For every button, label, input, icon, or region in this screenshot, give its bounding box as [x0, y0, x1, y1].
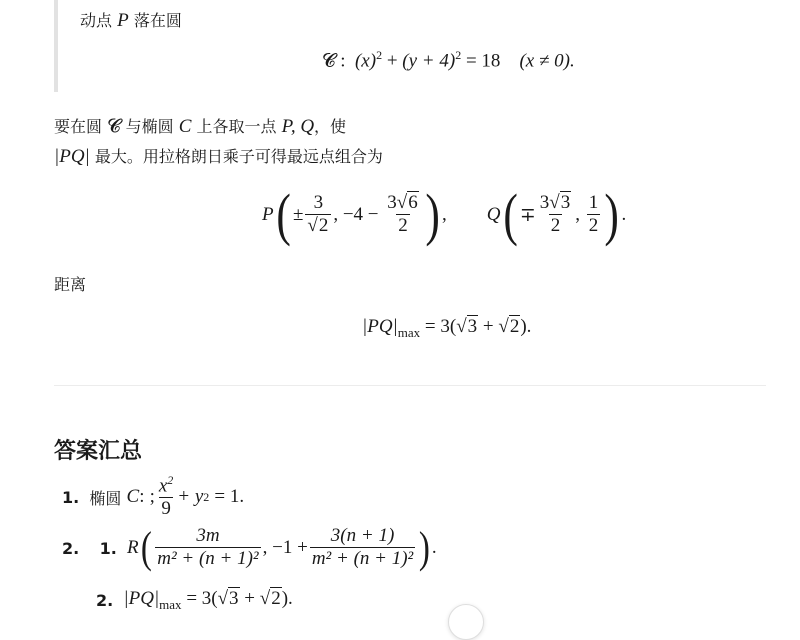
intro-prefix: 动点 [80, 11, 113, 30]
subscript: max [397, 324, 421, 340]
semicolon: ; [149, 486, 155, 508]
numerator: 1 [588, 192, 599, 214]
lhs: |PQ| [362, 316, 398, 337]
coef: 3 [387, 192, 397, 214]
intro-line [80, 8, 182, 32]
lhs: |PQ| [123, 588, 160, 609]
denominator: 2 [588, 215, 599, 236]
period: . [621, 204, 627, 225]
text: 上各取一点 [196, 117, 277, 136]
summary-item-1: 1. 椭圆 C : ; $\frac{x^2}{9}$ + y 2 = 1. [62, 473, 245, 520]
fraction [155, 526, 260, 570]
denominator: 2 [550, 215, 561, 236]
end: ). [520, 316, 532, 337]
farthest-points [262, 182, 627, 247]
paren: ) [604, 182, 620, 247]
denominator: m² + (n + 1)² [157, 548, 259, 569]
summary-item-2 [62, 523, 437, 572]
denominator: √2 [305, 214, 331, 237]
radicand: 2 [318, 215, 329, 236]
ellipse-var: C [126, 486, 140, 508]
radicand: 6 [408, 192, 418, 214]
numerator: 3 [313, 192, 324, 214]
x-term: (x) [354, 50, 377, 72]
rhs: = 18 [465, 50, 501, 72]
y-term: + y [177, 486, 204, 508]
paren: ( [140, 523, 152, 572]
summary-heading: 答案汇总 [54, 439, 143, 464]
period: . [431, 537, 437, 558]
rhs-prefix: = 3 [424, 316, 450, 337]
text: , −4 − [333, 204, 379, 225]
colon: : [139, 486, 145, 508]
radicand: 3 [467, 316, 478, 337]
coef: 3 [539, 192, 550, 214]
rhs: = 1. [214, 486, 245, 508]
comma: , [442, 204, 447, 225]
numerator: 3(n + 1) [330, 525, 395, 547]
condition: (x ≠ 0). [519, 50, 575, 72]
end: ). [281, 588, 293, 609]
var: x [158, 475, 168, 497]
fraction [305, 193, 331, 237]
minus-plus: ∓ [519, 204, 536, 226]
text: 最大。用拉格朗日乘子可得最远点组合为 [94, 147, 383, 166]
text: ，使 [314, 117, 347, 136]
plus-minus: ± [292, 204, 304, 225]
sub-item-number: 2. [96, 590, 114, 610]
point-q-label: Q [486, 204, 501, 225]
pq-vars: P, Q [281, 116, 315, 137]
radicand: 2 [271, 588, 281, 609]
ellipse-symbol: C [178, 116, 192, 137]
intro-var: P [117, 10, 129, 31]
paren: ) [419, 523, 431, 572]
pq-abs: |PQ| [54, 146, 90, 167]
distance-formula: $|PQ|_{max} = 3(√3 + √2)$. [362, 316, 532, 340]
text: 与椭圆 [125, 117, 174, 136]
intro-suffix: 落在圆 [133, 11, 182, 30]
denominator: 2 [398, 215, 408, 236]
sub-item-number: 1. [99, 538, 117, 558]
radicand: 3 [560, 192, 571, 214]
circle-symbol: 𝓒 [107, 116, 121, 137]
paragraph-2 [54, 144, 383, 168]
comma: , [575, 204, 580, 225]
fraction [385, 193, 420, 237]
plus: + [482, 316, 494, 337]
fraction [587, 193, 601, 237]
colon: : [340, 50, 346, 72]
blockquote-bar [54, 0, 58, 92]
radicand: 2 [509, 316, 520, 337]
point-r-label: R [126, 537, 139, 558]
numerator: 3m [196, 525, 220, 547]
paragraph-1 [54, 114, 346, 138]
scroll-to-bottom-button[interactable] [448, 604, 484, 640]
text: 要在圆 [54, 117, 103, 136]
denominator: m² + (n + 1)² [311, 548, 414, 569]
fraction [310, 526, 415, 570]
y-term: (y + 4) [402, 50, 456, 72]
denominator: 9 [161, 498, 171, 520]
numerator: $x^2$ [158, 473, 174, 497]
middle: , −1 + [262, 537, 308, 558]
item-number: 1. [62, 487, 80, 507]
rhs: = 3 [186, 588, 212, 609]
subscript: max [159, 596, 182, 612]
radicand: 3 [229, 588, 239, 609]
circle-symbol: 𝓒 [322, 50, 336, 72]
numerator: 3√3 [539, 192, 571, 214]
paren: ( [276, 182, 291, 247]
paren: ( [502, 182, 518, 247]
point-p-label: P [262, 204, 274, 225]
fraction [538, 193, 573, 237]
item-number: 2. [62, 538, 80, 558]
section-divider [54, 385, 766, 386]
circle-equation: 𝓒 : $(x)^2 + (y + 4)^2 = 18$ (x ≠ 0). [322, 48, 575, 72]
distance-label: 距离 [54, 275, 87, 294]
paren: ) [425, 182, 440, 247]
summary-item-2-2: 2. $|PQ|_{max} = 3(√3 + √2)$. [96, 588, 293, 612]
fraction [157, 474, 175, 520]
item-label: 椭圆 [89, 488, 122, 508]
numerator: 3√6 [387, 192, 418, 214]
